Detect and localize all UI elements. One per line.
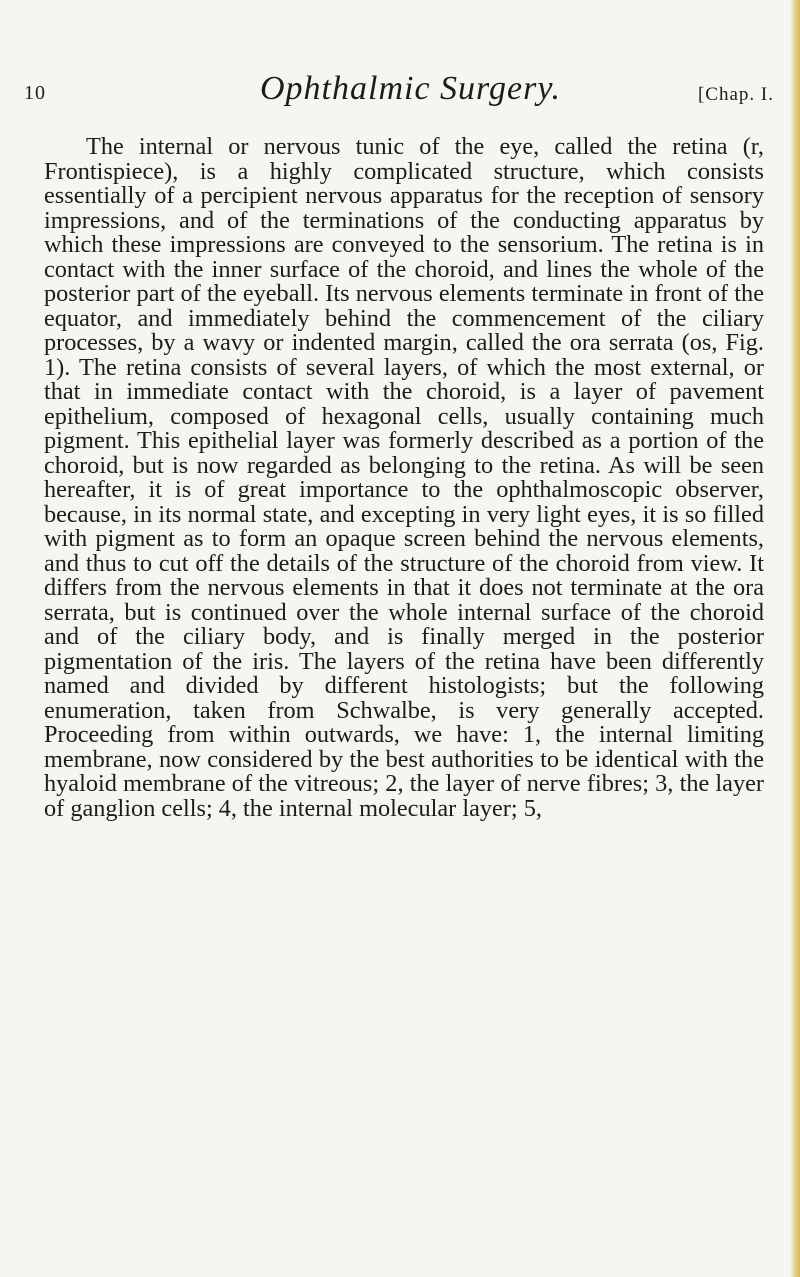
page-number: 10 — [24, 82, 46, 104]
body-text — [44, 135, 764, 821]
page-edge — [790, 0, 800, 1277]
paragraph: The internal or nervous tunic of the eye, called the retina (r, Frontispiece), is a highly complicated structure, which consists essentially of a percipient nervous apparatus for the reception of sensory impressions, and of the terminations of the conducting apparatus by which these impressions are conveyed to the sensorium. The retina is in contact with the inner surface of the choroid, and lines the whole of the posterior part of the eyeball. Its nervous elements terminate in front of the equator, and immediately behind the commencement of the ciliary processes, by a wavy or indented margin, called the ora serrata (os, Fig. 1). The retina consists of several layers, of which the most external, or that in immediate contact with the choroid, is a layer of pavement epithelium, composed of hexagonal cells, usually containing much pigment. This epithelial layer was formerly described as a portion of the choroid, but is now regarded as belonging to the retina. As will be seen hereafter, it is of great importance to the ophthalmoscopic observer, because, in its normal state, and excepting in very light eyes, it is so filled with pigment as to form an opaque screen behind the nervous elements, and thus to cut off the details of the structure of the choroid from view. It differs from the nervous elements in that it does not terminate at the ora serrata, but is continued over the whole internal surface of the choroid and of the ciliary body, and is finally merged in the posterior pigmentation of the iris. The layers of the retina have been differently named and divided by different histologists; but the following enumeration, taken from Schwalbe, is very generally accepted. Proceeding from within outwards, we have: 1, the internal limiting membrane, now considered by the best authorities to be identical with the hyaloid membrane of the vitreous; 2, the layer of nerve fibres; 3, the layer of ganglion cells; 4, the internal molecular layer; 5, — [44, 133, 764, 822]
page-header — [24, 70, 774, 114]
running-title: Ophthalmic Surgery. — [260, 70, 562, 107]
chapter-label: [Chap. I. — [697, 84, 774, 105]
